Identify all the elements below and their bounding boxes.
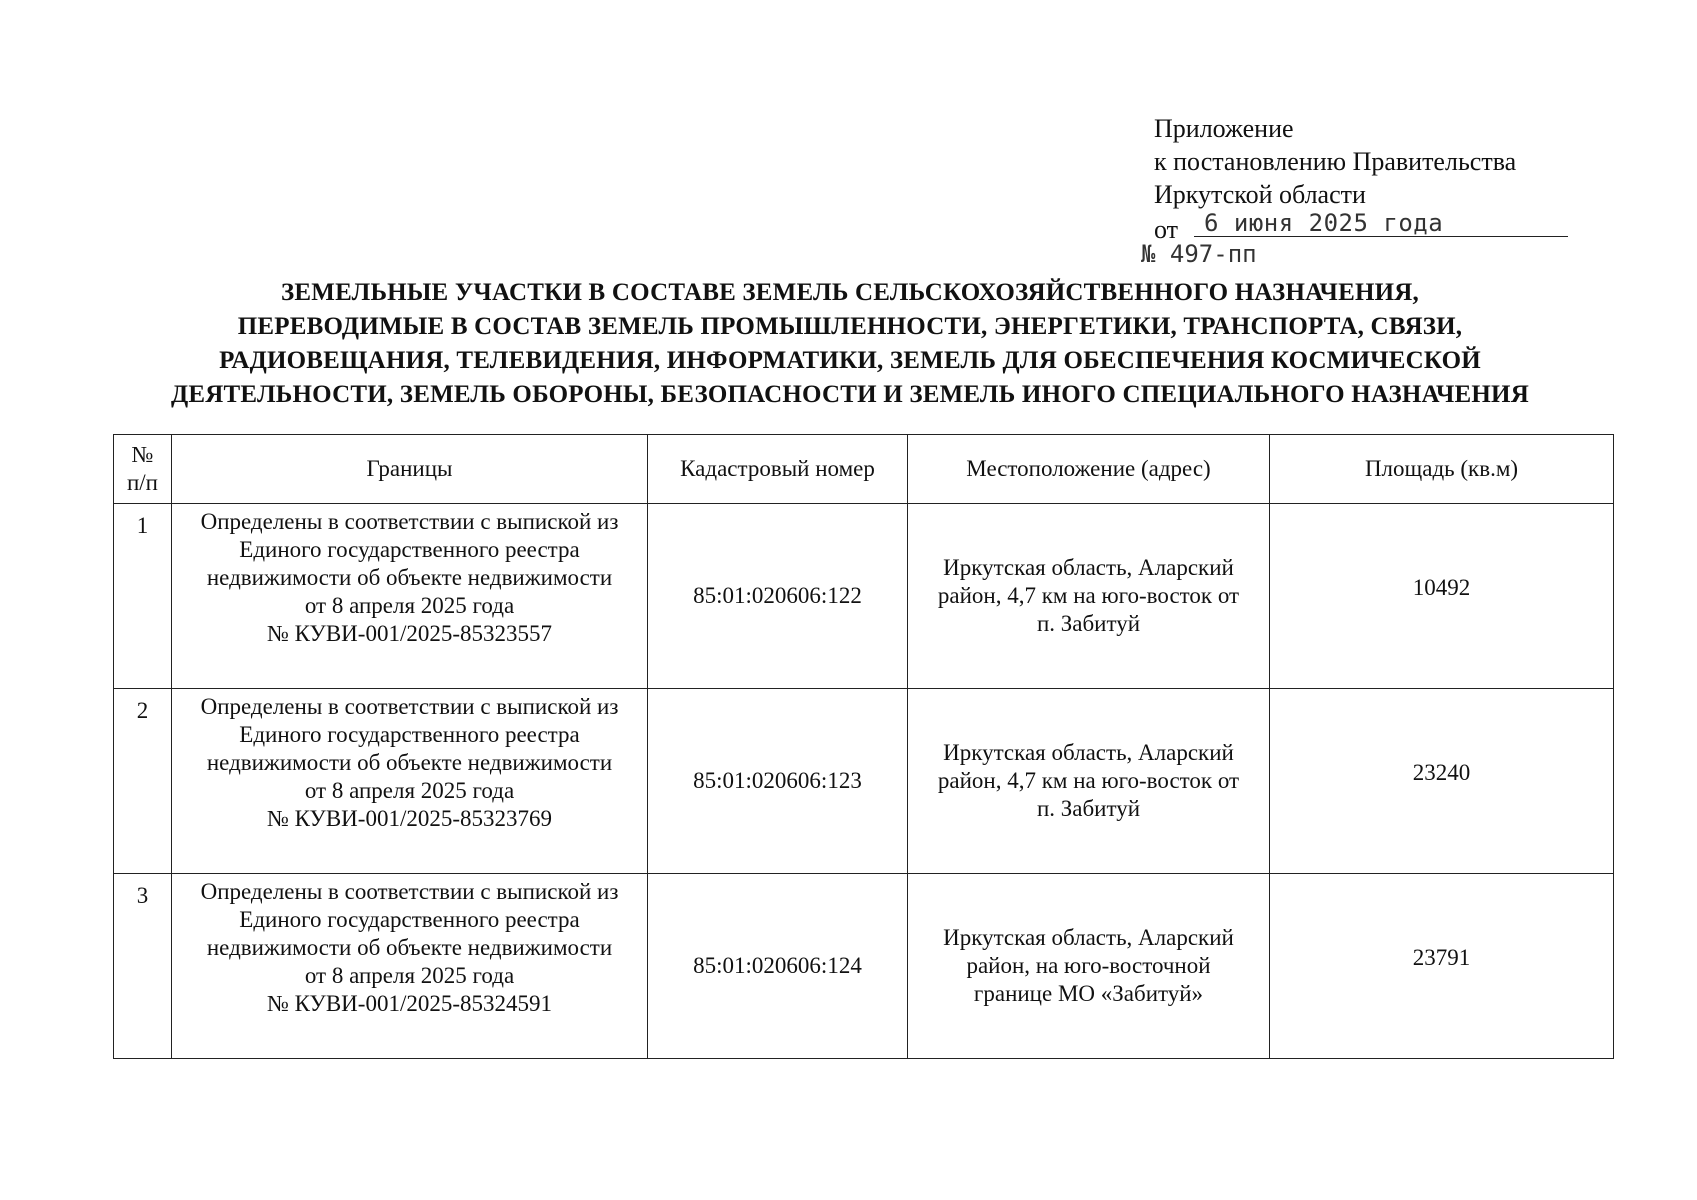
appendix-region: Иркутской области — [1154, 180, 1366, 209]
header-area: Площадь (кв.м) — [1270, 435, 1614, 504]
bounds-line: от 8 апреля 2025 года — [304, 778, 515, 803]
location-line: Иркутская область, Аларский — [943, 555, 1234, 580]
header-number — [114, 435, 172, 504]
row-area: 10492 — [1270, 504, 1614, 689]
row-bounds — [172, 874, 648, 1059]
location-line: границе МО «Забитуй» — [973, 981, 1204, 1006]
bounds-line: от 8 апреля 2025 года — [304, 593, 515, 618]
table-row — [114, 689, 1614, 874]
table-header-row — [114, 435, 1614, 504]
bounds-line: от 8 апреля 2025 года — [304, 963, 515, 988]
row-cadastral: 85:01:020606:124 — [648, 874, 908, 1059]
bounds-line: недвижимости об объекте недвижимости — [206, 935, 613, 960]
bounds-line: Единого государственного реестра — [239, 907, 580, 932]
date-prefix: от — [1154, 215, 1179, 244]
bounds-line: Определены в соответствии с выпиской из — [200, 509, 619, 534]
appendix-resolution-ref: к постановлению Правительства — [1154, 147, 1517, 176]
header-number-symbol: № — [131, 442, 154, 467]
header-location: Местоположение (адрес) — [908, 435, 1270, 504]
title-line: ДЕЯТЕЛЬНОСТИ, ЗЕМЕЛЬ ОБОРОНЫ, БЕЗОПАСНОСТИ И ЗЕМЕЛЬ ИНОГО СПЕЦИАЛЬНОГО НАЗНАЧЕНИЯ — [171, 381, 1529, 408]
date-underline — [1194, 236, 1568, 237]
location-line: район, 4,7 км на юго-восток от — [937, 768, 1240, 793]
appendix-date-line — [1154, 209, 1564, 244]
location-line: п. Забитуй — [1036, 611, 1141, 636]
row-number: 1 — [114, 504, 172, 689]
table-row — [114, 874, 1614, 1059]
row-bounds — [172, 689, 648, 874]
location-line: п. Забитуй — [1036, 796, 1141, 821]
row-location — [908, 689, 1270, 874]
location-line: район, на юго-восточной — [966, 953, 1211, 978]
row-number: 2 — [114, 689, 172, 874]
bounds-line: № КУВИ-001/2025-85324591 — [266, 991, 553, 1016]
land-plots-table — [113, 434, 1614, 1059]
bounds-line: Определены в соответствии с выпиской из — [200, 879, 619, 904]
row-cadastral: 85:01:020606:123 — [648, 689, 908, 874]
bounds-line: № КУВИ-001/2025-85323769 — [266, 806, 553, 831]
header-number-abbr: п/п — [126, 470, 158, 495]
resolution-date: 6 июня 2025 года — [1204, 209, 1444, 237]
title-line: ПЕРЕВОДИМЫЕ В СОСТАВ ЗЕМЕЛЬ ПРОМЫШЛЕННОСТИ, ЭНЕРГЕТИКИ, ТРАНСПОРТА, СВЯЗИ, — [237, 313, 1463, 340]
bounds-line: Определены в соответствии с выпиской из — [200, 694, 619, 719]
row-location — [908, 874, 1270, 1059]
document-title — [90, 276, 1610, 412]
title-line: ЗЕМЕЛЬНЫЕ УЧАСТКИ В СОСТАВЕ ЗЕМЕЛЬ СЕЛЬСКОХОЗЯЙСТВЕННОГО НАЗНАЧЕНИЯ, — [281, 279, 1419, 306]
row-bounds — [172, 504, 648, 689]
table-row — [114, 504, 1614, 689]
bounds-line: Единого государственного реестра — [239, 537, 580, 562]
row-number: 3 — [114, 874, 172, 1059]
resolution-number: № 497-пп — [1141, 240, 1257, 268]
header-bounds: Границы — [172, 435, 648, 504]
location-line: Иркутская область, Аларский — [943, 925, 1234, 950]
bounds-line: Единого государственного реестра — [239, 722, 580, 747]
row-location — [908, 504, 1270, 689]
location-line: Иркутская область, Аларский — [943, 740, 1234, 765]
appendix-block — [1154, 112, 1564, 244]
location-line: район, 4,7 км на юго-восток от — [937, 583, 1240, 608]
bounds-line: недвижимости об объекте недвижимости — [206, 565, 613, 590]
row-cadastral: 85:01:020606:122 — [648, 504, 908, 689]
bounds-line: недвижимости об объекте недвижимости — [206, 750, 613, 775]
header-cadastral: Кадастровый номер — [648, 435, 908, 504]
title-line: РАДИОВЕЩАНИЯ, ТЕЛЕВИДЕНИЯ, ИНФОРМАТИКИ, ЗЕМЕЛЬ ДЛЯ ОБЕСПЕЧЕНИЯ КОСМИЧЕСКОЙ — [219, 347, 1481, 374]
bounds-line: № КУВИ-001/2025-85323557 — [266, 621, 553, 646]
appendix-label: Приложение — [1154, 114, 1294, 143]
row-area: 23791 — [1270, 874, 1614, 1059]
row-area: 23240 — [1270, 689, 1614, 874]
